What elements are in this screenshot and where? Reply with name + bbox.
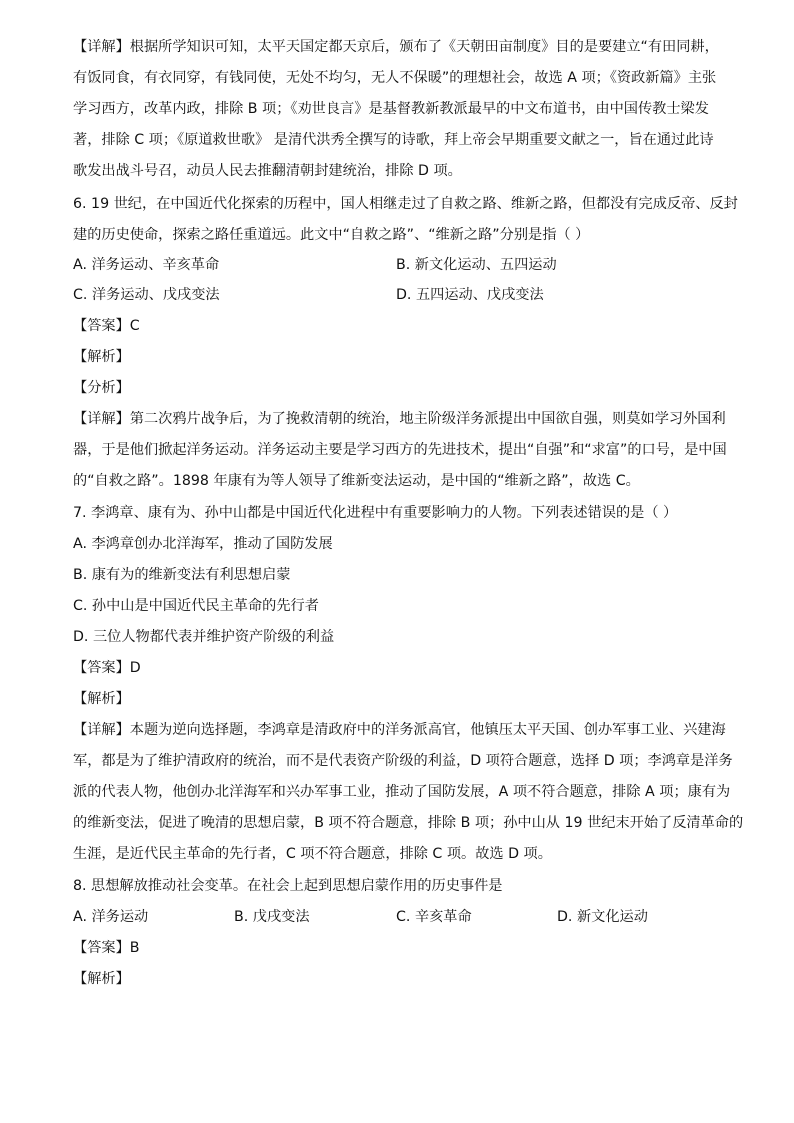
q8-option-c: C. 辛亥革命 [396,909,472,925]
q5-detail-line-1: 【详解】根据所学知识可知，太平天国定都天京后，颁布了《天朝田亩制度》目的是要建立“有田同耕， [73,39,719,55]
q6-detail-line-1: 【详解】第二次鸦片战争后，为了挽救清朝的统治，地主阶级洋务派提出中国欲自强，则莫如学习外国利 [73,411,726,427]
q7-option-b: B. 康有为的维新变法有利思想启蒙 [73,567,291,583]
q8-analysis-heading: 【解析】 [73,971,130,987]
q6-stem-line-1: 6. 19 世纪，在中国近代化探索的历程中，国人相继走过了自救之路、维新之路，但都没有完成反帝、反封 [73,196,738,212]
q8-stem: 8. 思想解放推动社会变革。在社会上起到思想启蒙作用的历史事件是 [73,878,503,894]
q8-option-a: A. 洋务运动 [73,909,149,925]
q6-option-d: D. 五四运动、戊戌变法 [396,287,544,303]
q6-stem-line-2: 建的历史使命，探索之路任重道远。此文中“自救之路”、“维新之路”分别是指（ ） [73,227,590,243]
q5-detail-line-5: 歌发出战斗号召，动员人民去推翻清朝封建统治，排除 D 项。 [73,163,462,179]
q6-analysis-heading: 【解析】 [73,349,130,365]
q6-option-c: C. 洋务运动、戊戌变法 [73,287,220,303]
q8-option-d: D. 新文化运动 [557,909,648,925]
q8-option-b: B. 戊戌变法 [234,909,310,925]
q6-fenxi-heading: 【分析】 [73,380,130,396]
q6-answer: 【答案】C [73,318,140,334]
q7-stem: 7. 李鸿章、康有为、孙中山都是中国近代化进程中有重要影响力的人物。下列表述错误的是（ ） [73,505,678,521]
q6-detail-line-2: 器，于是他们掀起洋务运动。洋务运动主要是学习西方的先进技术，提出“自强”和“求富”的口号，是中国 [73,442,727,458]
q8-answer: 【答案】B [73,940,140,956]
q6-option-a: A. 洋务运动、辛亥革命 [73,257,220,273]
q5-detail-line-3: 学习西方，改革内政，排除 B 项；《劝世良言》是基督教新教派最早的中文布道书，由中国传教士梁发 [73,101,709,117]
q7-option-a: A. 李鸿章创办北洋海军，推动了国防发展 [73,536,333,552]
q7-detail-line-2: 军，都是为了维护清政府的统治，而不是代表资产阶级的利益，D 项符合题意，选择 D 项；李鸿章是洋务 [73,753,733,769]
q5-detail-line-2: 有饭同食，有衣同穿，有钱同使，无处不均匀，无人不保暖”的理想社会，故选 A 项；《资政新篇》主张 [73,70,717,86]
q7-option-c: C. 孙中山是中国近代民主革命的先行者 [73,598,319,614]
q6-detail-line-3: 的“自救之路”。1898 年康有为等人领导了维新变法运动，是中国的“维新之路”，故选 C。 [73,473,640,489]
q5-detail-line-4: 著，排除 C 项；《原道救世歌》 是清代洪秀全撰写的诗歌，拜上帝会早期重要文献之一，旨在通过此诗 [73,132,714,148]
q7-option-d: D. 三位人物都代表并维护资产阶级的利益 [73,629,335,645]
q7-answer: 【答案】D [73,660,141,676]
q7-analysis-heading: 【解析】 [73,691,130,707]
q7-detail-line-5: 生涯，是近代民主革命的先行者，C 项不符合题意，排除 C 项。故选 D 项。 [73,846,552,862]
q7-detail-line-4: 的维新变法，促进了晚清的思想启蒙，B 项不符合题意，排除 B 项；孙中山从 19 世纪末开始了反清革命的 [73,815,744,831]
q7-detail-line-1: 【详解】本题为逆向选择题，李鸿章是清政府中的洋务派高官，他镇压太平天国、创办军事工业、兴建海 [73,722,726,738]
q7-detail-line-3: 派的代表人物，他创办北洋海军和兴办军事工业，推动了国防发展，A 项不符合题意，排除 A 项；康有为 [73,784,731,800]
q6-option-b: B. 新文化运动、五四运动 [396,257,557,273]
